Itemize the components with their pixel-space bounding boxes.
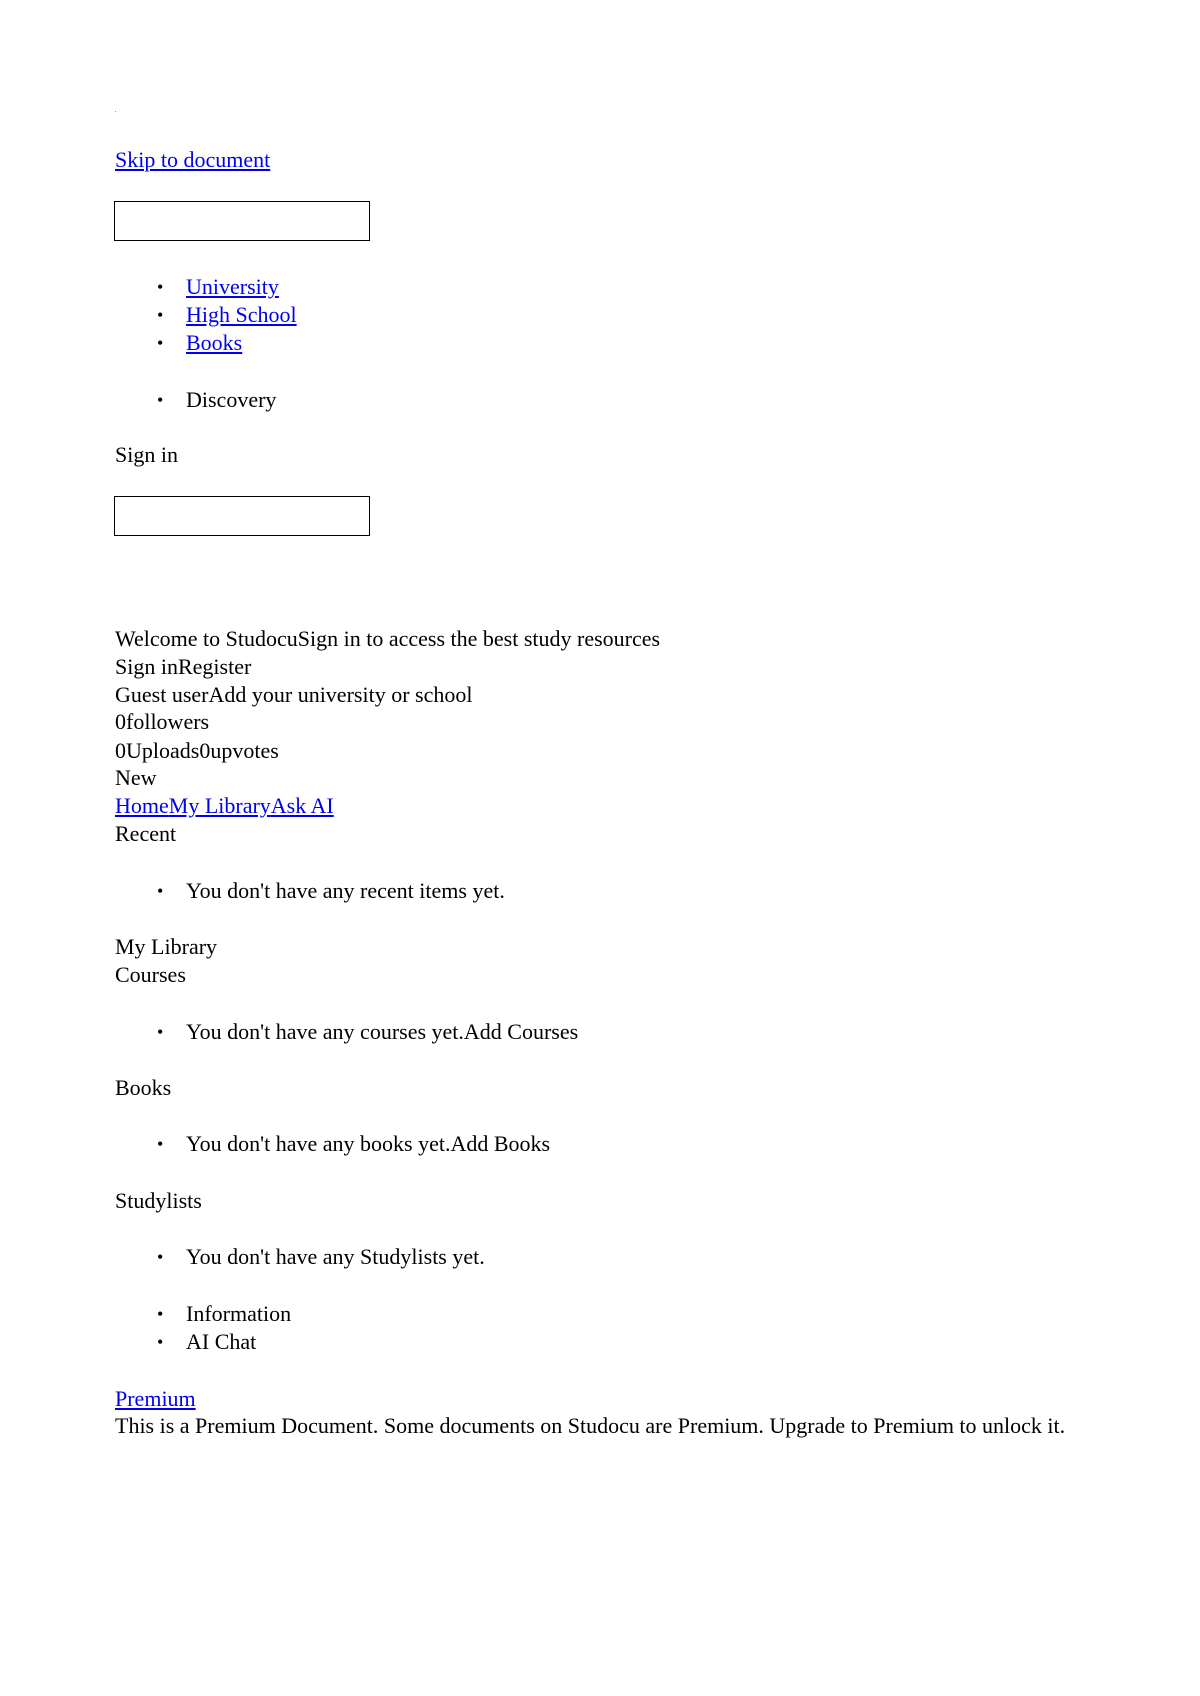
discovery-menu <box>155 386 276 414</box>
followers-label: followers <box>126 709 210 734</box>
books-empty-message: You don't have any books yet. <box>186 1131 451 1156</box>
profile-stats <box>115 737 279 765</box>
nav-link-high-school[interactable]: High School <box>186 302 297 327</box>
studylists-heading: Studylists <box>115 1188 202 1213</box>
followers-count: 0 <box>115 709 126 734</box>
premium-notice: This is a Premium Document. Some documents on Studocu are Premium. Upgrade to Premium to unlock it. <box>115 1413 1066 1438</box>
books-list <box>155 1130 550 1158</box>
nav-link-university[interactable]: University <box>186 274 279 299</box>
discovery-item[interactable]: • Discovery <box>155 386 276 414</box>
main-nav <box>155 273 297 357</box>
profile-name: Guest user <box>115 682 209 707</box>
skip-to-document-link[interactable]: Skip to document <box>115 147 271 172</box>
library-heading: My Library <box>115 934 218 959</box>
profile-header <box>115 681 472 709</box>
welcome-title: Welcome to Studocu <box>115 626 298 651</box>
studylists-list <box>155 1243 485 1271</box>
premium-link[interactable]: Premium <box>115 1386 196 1411</box>
courses-heading: Courses <box>115 962 186 987</box>
recent-empty-message: • You don't have any recent items yet. <box>155 877 505 905</box>
uploads-label: Uploads <box>126 738 200 763</box>
menu-home-link[interactable]: Home <box>115 793 169 818</box>
add-books-button[interactable]: Add Books <box>450 1131 551 1156</box>
menu-library-link[interactable]: My Library <box>168 793 271 818</box>
recent-list <box>155 877 505 905</box>
welcome-subtitle: Sign in to access the best study resources <box>297 626 661 651</box>
courses-list <box>155 1018 578 1046</box>
nav-item-university <box>155 273 297 301</box>
upvotes-count: 0 <box>199 738 211 763</box>
menu-ask-ai-link[interactable]: Ask AI <box>270 793 334 818</box>
secondary-search-input[interactable] <box>114 496 370 536</box>
add-courses-button[interactable]: Add Courses <box>463 1019 579 1044</box>
document-tabs <box>155 1300 291 1356</box>
tab-ai-chat[interactable]: • AI Chat <box>155 1328 291 1356</box>
add-school-link[interactable]: Add your university or school <box>208 682 473 707</box>
welcome-banner <box>115 625 660 653</box>
sign-in-button[interactable]: Sign in <box>115 654 178 679</box>
nav-item-high-school <box>155 301 297 329</box>
books-heading: Books <box>115 1075 172 1100</box>
auth-buttons <box>115 653 251 681</box>
followers-stat <box>115 708 209 736</box>
sign-in-label[interactable]: Sign in <box>115 442 178 467</box>
upvotes-label: upvotes <box>210 738 279 763</box>
nav-link-books[interactable]: Books <box>186 330 243 355</box>
nav-item-books <box>155 329 297 357</box>
register-button[interactable]: Register <box>177 654 252 679</box>
tab-information[interactable]: • Information <box>155 1300 291 1328</box>
courses-empty-item <box>155 1018 578 1046</box>
main-menu <box>115 792 334 820</box>
studylists-empty-message: • You don't have any Studylists yet. <box>155 1243 485 1271</box>
search-input[interactable] <box>114 201 370 241</box>
tracking-pixel <box>115 111 116 112</box>
courses-empty-message: You don't have any courses yet. <box>186 1019 464 1044</box>
books-empty-item <box>155 1130 550 1158</box>
uploads-count: 0 <box>115 738 126 763</box>
recent-heading: Recent <box>115 821 177 846</box>
new-button[interactable]: New <box>115 765 157 790</box>
